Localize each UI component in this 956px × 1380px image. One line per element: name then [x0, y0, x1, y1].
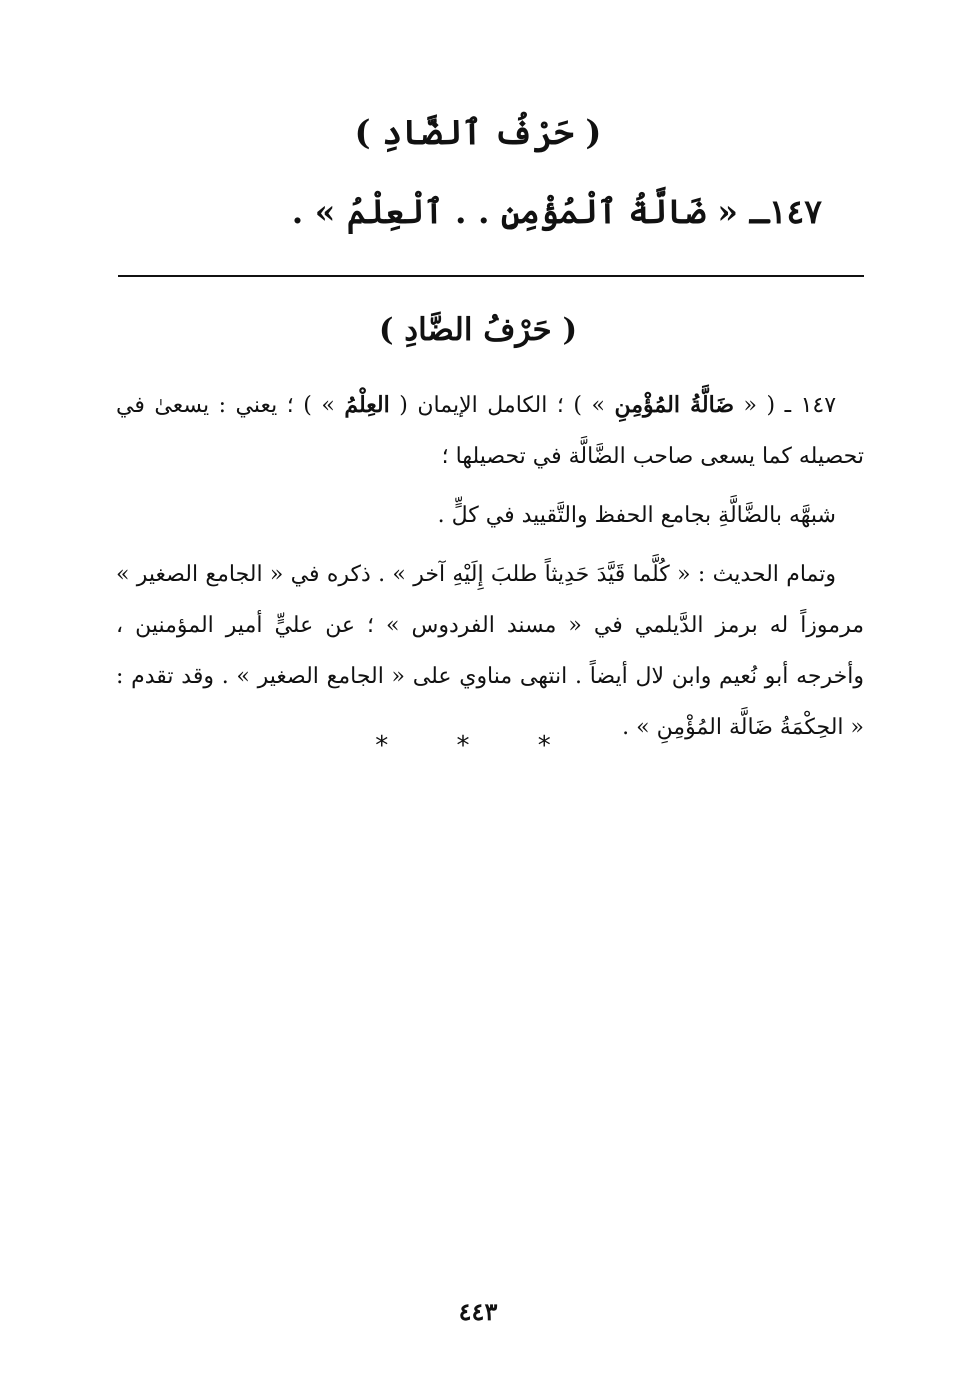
matn-section-heading: ( حَرْفُ ٱلضَّادِ ) — [354, 113, 602, 153]
section-separator-stars: * * * — [375, 731, 581, 761]
sharh-hadith-paragraph: وتمام الحديث : « كُلَّما قَيَّدَ حَدِيثاً طلبَ إِلَيْهِ آخر » . ذكره في « الجامع الصغير » مرموزاً له برمز الدَّيلمي في « مسند الفردوس » ؛ عن عليٍّ أمير المؤمنين ، وأخرجه أبو نُعيم وابن لال أيضاً . انتهى مناوي على « الجامع الصغير » . وقد تقدم : « الحِكْمَةُ ضَالَّة المُؤْمِنِ » . — [116, 562, 864, 740]
sharh-entry-quote: ضَالَّةُ المُؤْمِنِ — [614, 392, 734, 418]
page-number: ٤٤٣ — [458, 1297, 498, 1326]
sharh-entry-number: ١٤٧ ـ ( « — [743, 393, 837, 418]
matn-sharh-divider — [118, 275, 864, 277]
sharh-entry-mid: » ) ؛ الكامل الإيمان ( — [399, 393, 605, 418]
sharh-entry-ilm: العِلْمُ — [344, 392, 390, 418]
sharh-verse: شبهَّه بالضَّالَّةِ بجامع الحفظ والتَّقييد في كلٍّ . — [437, 503, 836, 528]
sharh-body — [116, 380, 864, 753]
sharh-entry-paragraph — [116, 380, 864, 482]
sharh-entry-rest: » ) ؛ يعني : يسعىٰ في تحصيله كما يسعى صاحب الضَّالَّة في تحصيلها ؛ — [116, 393, 864, 469]
matn-entry: ١٤٧ـ « ضَالَّةُ ٱلْمُؤْمِنِ . . ٱلْعِلْمُ » . — [291, 192, 822, 231]
sharh-section-heading: ( حَرْفُ الضَّادِ ) — [378, 312, 578, 348]
